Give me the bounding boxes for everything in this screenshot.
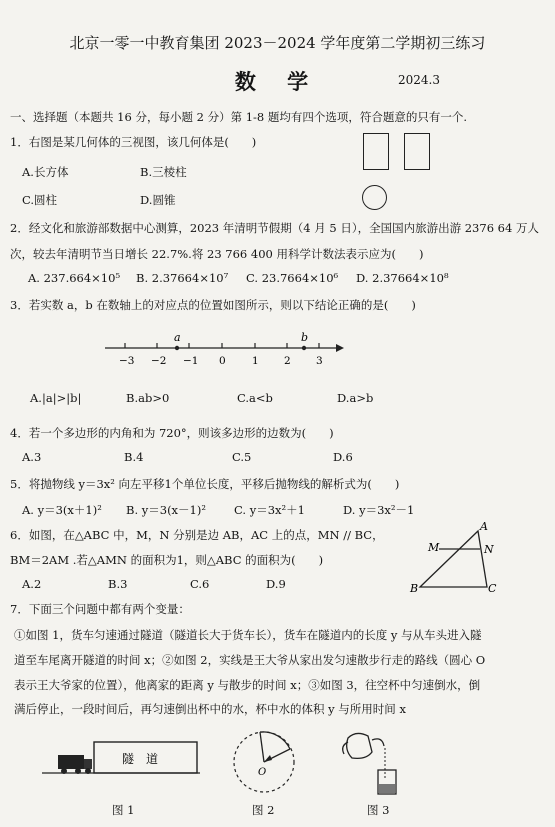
tick-label-2: 2 — [284, 355, 291, 367]
tick-label-1: 1 — [252, 355, 259, 367]
q5-option-c: C. y＝3x²＋1 — [234, 503, 305, 517]
tunnel-label: 隧 道 — [122, 752, 159, 766]
figure-1-truck-tunnel — [42, 737, 202, 779]
side-view-rect — [404, 133, 430, 170]
tick-label-neg2: −2 — [151, 355, 167, 367]
q6-option-b: B.3 — [108, 577, 128, 591]
exam-date: 2024.3 — [398, 73, 440, 87]
q6-line-1: 6．如图，在△ABC 中，M，N 分别是边 AB，AC 上的点，MN // BC， — [10, 528, 384, 542]
center-o-label: O — [258, 767, 267, 778]
q2-option-a: A. 237.664×10⁵ — [28, 271, 121, 285]
q6-line-2: BM＝2AM .若△AMN 的面积为1，则△ABC 的面积为( ) — [10, 553, 324, 567]
q2-line-2: 次，较去年清明节当日增长 22.7%.将 23 766 400 用科学计数法表示应为( ) — [10, 247, 424, 261]
number-line — [100, 328, 350, 372]
q7-line-1: ①如图 1，货车匀速通过隧道（隧道长大于货车长），货车在隧道内的长度 y 与从车头进入隧 — [14, 628, 482, 642]
point-b-label: b — [301, 331, 309, 344]
q1-option-a: A.长方体 — [22, 165, 69, 179]
q3-option-d: D.a>b — [337, 391, 374, 405]
figure-3-pouring — [338, 728, 410, 796]
triangle-figure — [408, 520, 500, 594]
figure-1-caption: 图 1 — [112, 803, 135, 817]
vertex-a-label: A — [480, 520, 488, 533]
q2-option-b: B. 2.37664×10⁷ — [136, 271, 229, 285]
point-a-label: a — [174, 331, 181, 344]
exam-title: 北京一零一中教育集团 2023－2024 学年度第二学期初三练习 — [69, 34, 486, 52]
q3-option-c: C.a<b — [237, 391, 273, 405]
point-n-label: N — [484, 543, 494, 556]
truck-icon — [58, 755, 92, 774]
q4-option-b: B.4 — [124, 450, 144, 464]
q7-line-2: 道至车尾离开隧道的时间 x；②如图 2，实线是王大爷从家出发匀速散步行走的路线（圆心 O — [14, 653, 486, 667]
tick-label-neg3: −3 — [119, 355, 135, 367]
q6-option-d: D.9 — [266, 577, 286, 591]
q6-option-a: A.2 — [22, 577, 42, 591]
q2-line-1: 2．经文化和旅游部数据中心测算，2023 年清明节假期（4 月 5 日），全国国内旅游出游 2376 64 万人 — [10, 221, 539, 235]
q7-stem: 7．下面三个问题中都有两个变量： — [10, 602, 190, 616]
front-view-rect — [363, 133, 389, 170]
q4-option-c: C.5 — [232, 450, 252, 464]
cup-icon — [378, 770, 396, 794]
q3-stem: 3．若实数 a，b 在数轴上的对应点的位置如图所示，则以下结论正确的是( ) — [10, 298, 416, 312]
tick-label-3: 3 — [316, 355, 323, 367]
tick-label-neg1: −1 — [183, 355, 199, 367]
figure-3-caption: 图 3 — [367, 803, 390, 817]
q5-option-a: A. y＝3(x＋1)² — [22, 503, 102, 517]
figure-2-route — [230, 727, 300, 797]
q4-option-a: A.3 — [22, 450, 42, 464]
q1-option-b: B.三棱柱 — [140, 165, 187, 179]
q4-option-d: D.6 — [333, 450, 353, 464]
q3-option-a: A.|a|>|b| — [30, 391, 82, 405]
q7-line-3: 表示王大爷家的位置），他离家的距离 y 与散步的时间 x；③如图 3，往空杯中匀速倒水，倒 — [14, 678, 481, 692]
q2-option-c: C. 23.7664×10⁶ — [246, 271, 339, 285]
figure-2-caption: 图 2 — [252, 803, 275, 817]
point-m-label: M — [428, 541, 440, 554]
q1-option-c: C.圆柱 — [22, 193, 58, 207]
subject-heading: 数 学 — [234, 69, 321, 94]
kettle-icon — [343, 733, 384, 758]
tick-label-0: 0 — [219, 355, 226, 367]
q4-stem: 4．若一个多边形的内角和为 720°，则该多边形的边数为( ) — [10, 426, 334, 440]
q1-option-d: D.圆锥 — [140, 193, 176, 207]
q2-option-d: D. 2.37664×10⁸ — [356, 271, 449, 285]
q1-stem: 1．右图是某几何体的三视图，该几何体是( ) — [10, 135, 257, 149]
q5-option-d: D. y＝3x²－1 — [343, 503, 415, 517]
q5-option-b: B. y＝3(x－1)² — [126, 503, 206, 517]
q5-stem: 5．将抛物线 y＝3x² 向左平移1个单位长度，平移后抛物线的解析式为( ) — [10, 477, 400, 491]
section-heading: 一、选择题（本题共 16 分，每小题 2 分）第 1-8 题均有四个选项，符合题意的只有一个. — [10, 110, 468, 124]
point-b-dot — [302, 346, 306, 350]
top-view-circle — [362, 185, 387, 210]
q7-line-4: 满后停止，一段时间后，再匀速倒出杯中的水，杯中水的体积 y 与所用时间 x — [14, 702, 406, 716]
q6-option-c: C.6 — [190, 577, 210, 591]
vertex-b-label: B — [410, 582, 419, 594]
vertex-c-label: C — [488, 582, 497, 594]
point-a-dot — [175, 346, 179, 350]
q3-option-b: B.ab>0 — [126, 391, 170, 405]
